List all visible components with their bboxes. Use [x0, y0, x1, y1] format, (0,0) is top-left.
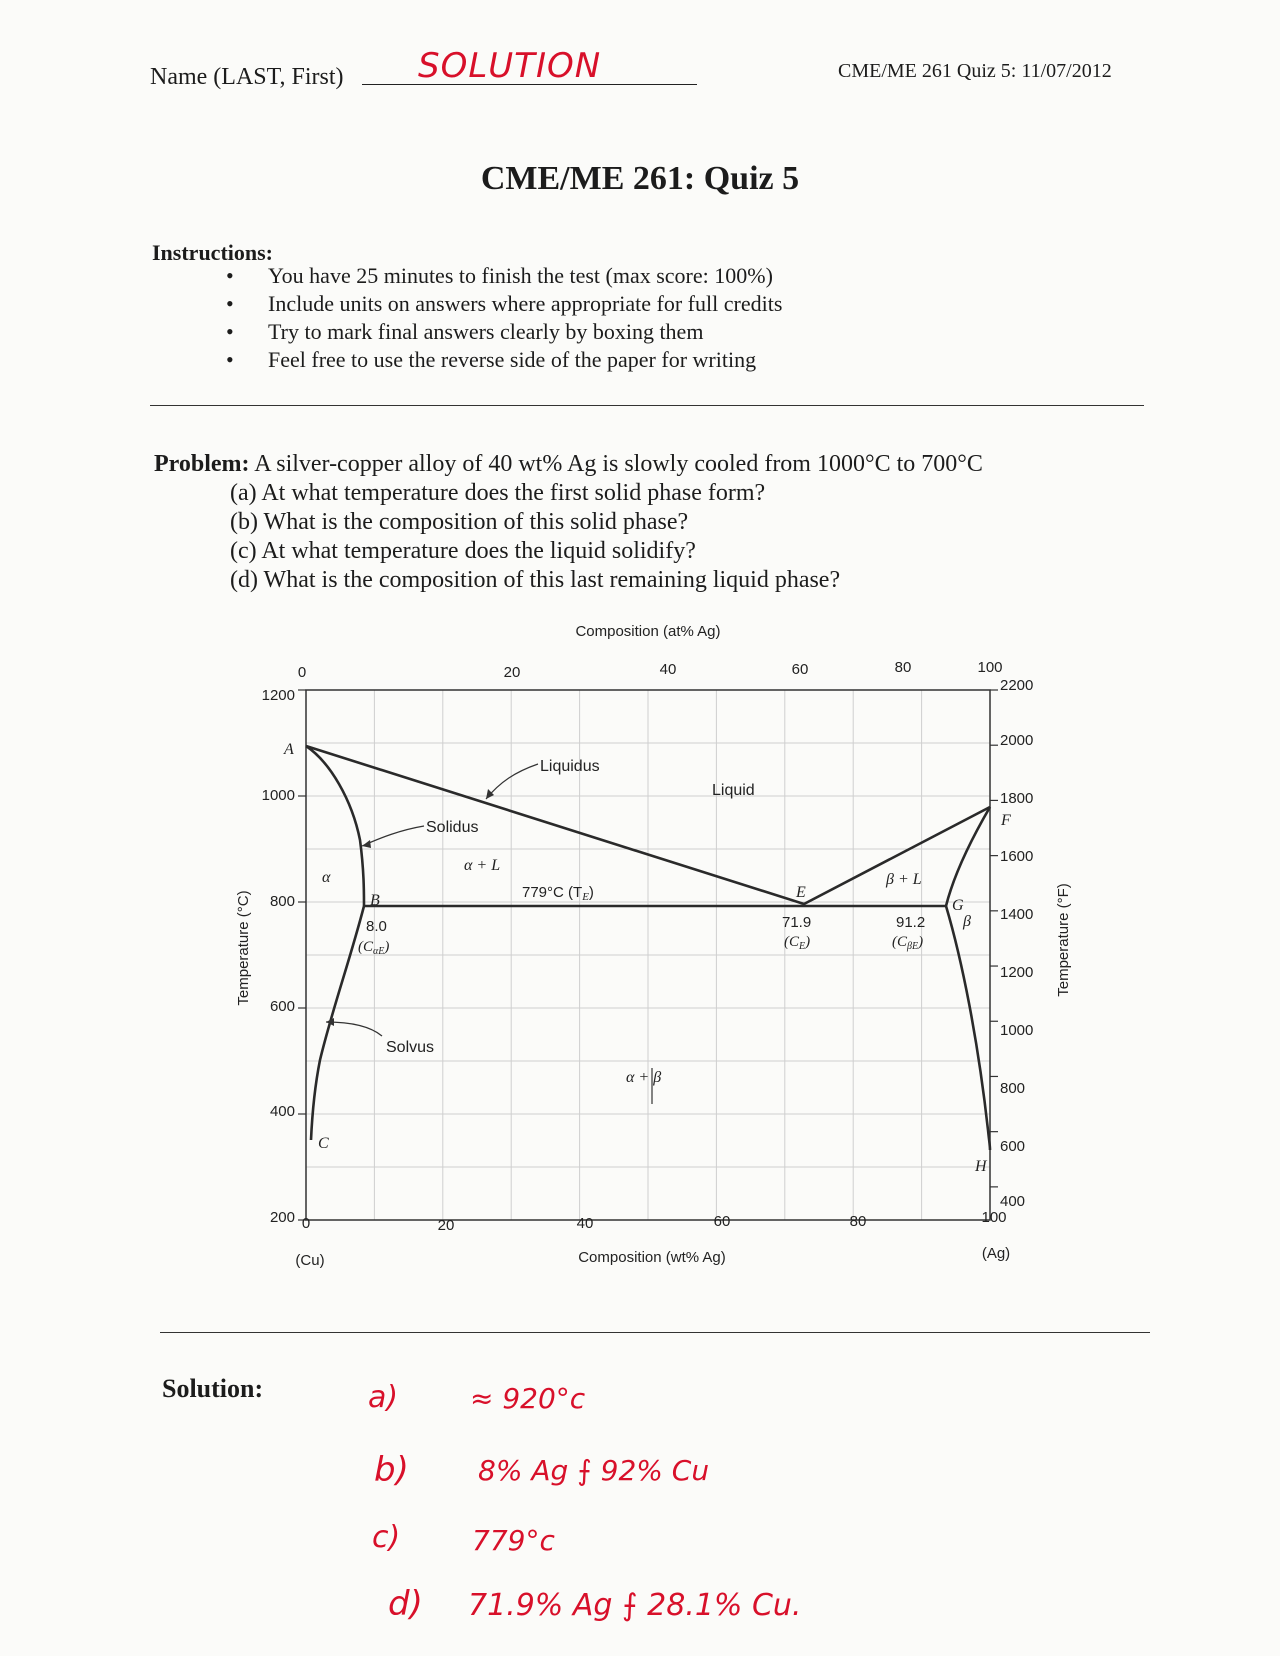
- liquidus-leader: [486, 764, 538, 799]
- top-tick: 80: [894, 659, 912, 676]
- alpha-solidus: [306, 746, 364, 906]
- liquidus-arrowhead: [486, 789, 494, 799]
- solution-heading: Solution:: [162, 1374, 264, 1403]
- top-tick: 60: [791, 661, 809, 678]
- alpha-solvus: [311, 906, 364, 1140]
- bottom-tick: 80: [849, 1213, 867, 1230]
- bottom-tick: 60: [713, 1213, 731, 1230]
- right-axis-title: Temperature (°F): [1055, 883, 1072, 997]
- problem-statement: A silver-copper alloy of 40 wt% Ag is slowly cooled from 1000°C to 700°C: [254, 451, 983, 477]
- point-b-label: B: [370, 892, 380, 909]
- instruction-item: • Try to mark final answers clearly by boxing them: [226, 318, 782, 346]
- solidus-leader: [362, 826, 424, 846]
- beta-label: β: [963, 913, 971, 930]
- solvus-label: Solvus: [386, 1039, 435, 1056]
- point-c-label: C: [318, 1135, 329, 1152]
- left-tick: 800: [269, 893, 295, 910]
- question-b: (b) What is the composition of this solid phase?: [230, 509, 689, 535]
- handwritten-name: SOLUTION: [418, 46, 602, 86]
- left-tick: 200: [269, 1209, 295, 1226]
- c-beta-e-value: 91.2: [896, 914, 926, 931]
- answer-c-text: 779°c: [472, 1524, 555, 1557]
- left-tick: 600: [269, 998, 295, 1015]
- alpha-label: α: [322, 869, 331, 886]
- beta-solidus: [946, 807, 990, 906]
- liquid-label: Liquid: [712, 782, 755, 799]
- solidus-label: Solidus: [426, 819, 479, 836]
- beta-l-label: β + L: [886, 871, 922, 888]
- answer-a-letter: a): [368, 1380, 399, 1415]
- course-date: CME/ME 261 Quiz 5: 11/07/2012: [838, 60, 1112, 82]
- instruction-item: • You have 25 minutes to finish the test (max score: 100%): [226, 262, 782, 290]
- alpha-beta-label: α + β: [626, 1069, 662, 1086]
- top-tick: 0: [297, 664, 307, 681]
- point-e-label: E: [796, 884, 806, 901]
- answer-b-text: 8% Ag ⨍ 92% Cu: [478, 1454, 710, 1487]
- point-g-label: G: [952, 897, 964, 914]
- eutectic-temp-label: 779°C $(T_E)$: [522, 884, 594, 903]
- bottom-axis-title: Composition (wt% Ag): [578, 1249, 726, 1266]
- top-tick: 40: [659, 661, 677, 678]
- c-alpha-e-value: 8.0: [366, 918, 387, 935]
- answer-d-letter: d): [388, 1584, 423, 1624]
- right-tick: 1400: [1000, 906, 1034, 923]
- question-a: (a) At what temperature does the first solid phase form?: [230, 480, 766, 506]
- right-tick: 800: [1000, 1080, 1026, 1097]
- c-beta-e-label: $(C_{\beta E})$: [892, 934, 924, 952]
- beta-solvus: [946, 906, 990, 1150]
- problem-label: Problem:: [154, 451, 250, 477]
- left-tick: 400: [269, 1103, 295, 1120]
- bottom-tick: 20: [437, 1217, 455, 1234]
- point-labels: [283, 741, 1011, 1175]
- bottom-tick: 100: [981, 1209, 1007, 1226]
- answer-c-letter: c): [372, 1520, 401, 1555]
- right-tick: 600: [1000, 1138, 1026, 1155]
- answer-d-text: 71.9% Ag ⨍ 28.1% Cu.: [468, 1588, 802, 1623]
- c-e-value: 71.9: [782, 914, 812, 931]
- name-label: Name (LAST, First): [150, 64, 344, 90]
- left-axis-title: Temperature (°C): [235, 890, 252, 1006]
- point-h-label: H: [975, 1158, 987, 1175]
- answer-b-letter: b): [374, 1450, 409, 1490]
- c-alpha-e-label: $(C_{\alpha E})$: [358, 939, 390, 957]
- right-tick: 1600: [1000, 848, 1034, 865]
- instruction-item: • Include units on answers where appropriate for full credits: [226, 290, 782, 318]
- right-tick: 2000: [1000, 732, 1034, 749]
- alpha-l-label: α + L: [464, 857, 501, 874]
- top-tick: 100: [977, 659, 1003, 676]
- top-axis-title: Composition (at% Ag): [575, 623, 721, 640]
- c-e-label: $(C_E)$: [784, 934, 811, 952]
- right-tick: 1000: [1000, 1022, 1034, 1039]
- top-tick: 20: [503, 664, 521, 681]
- cu-label: (Cu): [295, 1252, 325, 1269]
- point-f-label: F: [1001, 812, 1011, 829]
- right-tick: 2200: [1000, 677, 1034, 694]
- right-tick: 1200: [1000, 964, 1034, 981]
- left-tick: 1000: [261, 787, 295, 804]
- divider: [160, 1332, 1150, 1333]
- solidus-arrowhead: [362, 840, 371, 848]
- instruction-item: • Feel free to use the reverse side of the paper for writing: [226, 346, 782, 374]
- question-d: (d) What is the composition of this last remaining liquid phase?: [230, 567, 841, 593]
- right-tick: 400: [1000, 1193, 1026, 1210]
- instructions-heading: Instructions:: [152, 240, 274, 265]
- question-c: (c) At what temperature does the liquid solidify?: [230, 538, 696, 564]
- bottom-tick: 0: [301, 1215, 311, 1232]
- right-tick: 1800: [1000, 790, 1034, 807]
- point-a-label: A: [284, 741, 294, 758]
- left-tick: 1200: [261, 687, 295, 704]
- bottom-tick: 40: [576, 1215, 594, 1232]
- liquidus-label: Liquidus: [540, 758, 600, 775]
- answer-a-text: ≈ 920°c: [470, 1382, 586, 1415]
- page-title: CME/ME 261: Quiz 5: [480, 160, 800, 197]
- ag-label: (Ag): [981, 1245, 1011, 1262]
- solvus-leader: [326, 1022, 382, 1036]
- diagram-grid: [298, 690, 998, 1220]
